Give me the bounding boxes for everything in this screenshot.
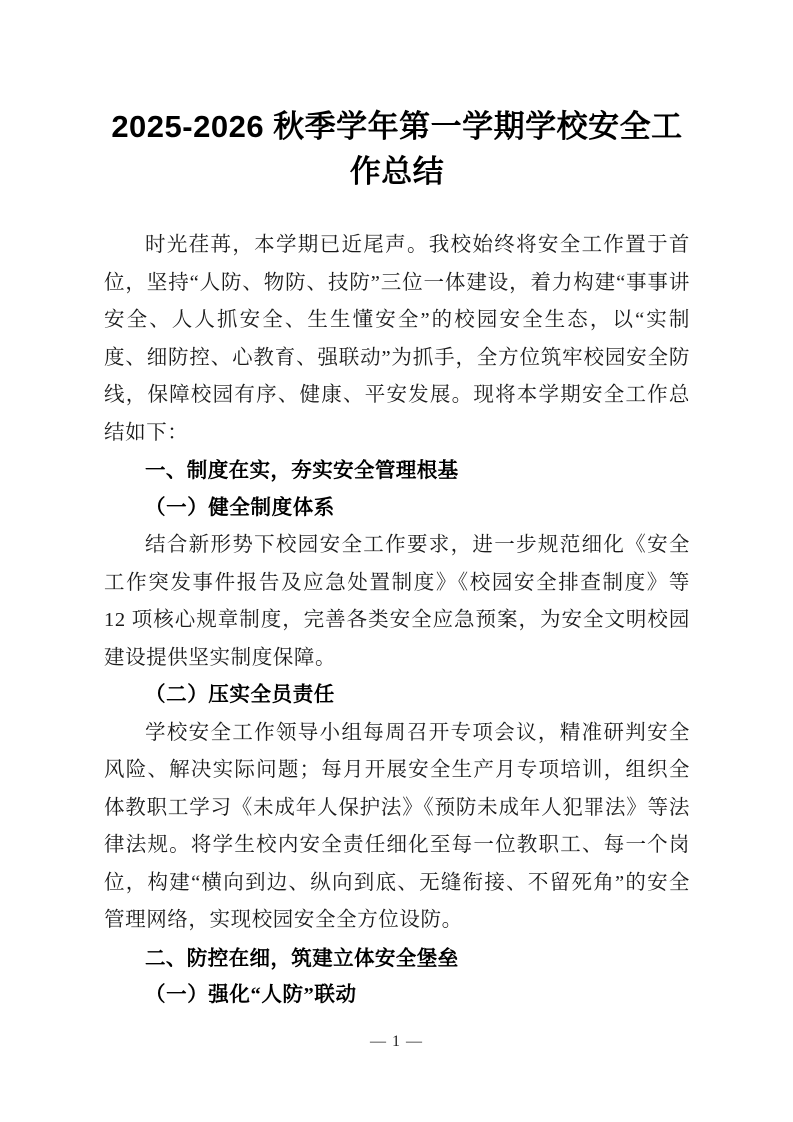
section-heading-1: 一、制度在实，夯实安全管理根基 [145, 459, 459, 482]
section-heading-2: 二、防控在细，筑建立体安全堡垒 [145, 946, 459, 970]
page-title: 2025-2026 秋季学年第一学期学校安全工作总结 [111, 109, 683, 189]
subsection-heading-1-2: （二）压实全员责任 [145, 684, 335, 706]
paragraph-1-1: 结合新形势下校园安全工作要求，进一步规范细化《安全工作突发事件报告及应急处置制度》《校园安全排查制度》等 12 项核心规章制度，完善各类安全应急预案，为安全文明校园建设提供坚实制度保障。 [104, 534, 690, 669]
page-content [104, 0, 690, 1015]
intro-paragraph: 时光荏苒，本学期已近尾声。我校始终将安全工作置于首位，坚持“人防、物防、技防”三位一体建设，着力构建“事事讲安全、人人抓安全、生生懂安全”的校园安全生态，以“实制度、细防控、心教育、强联动”为抓手，全方位筑牢校园安全防线，保障校园有序、健康、平安发展。现将本学期安全工作总结如下： [104, 234, 690, 444]
subsection-heading-2-1: （一）强化“人防”联动 [145, 984, 357, 1006]
page-number-footer: — 1 — [370, 1033, 423, 1050]
subsection-heading-1-1: （一）健全制度体系 [145, 496, 335, 519]
paragraph-1-2: 学校安全工作领导小组每周召开专项会议，精准研判安全风险、解决实际问题；每月开展安全生产月专项培训，组织全体教职工学习《未成年人保护法》《预防未成年人犯罪法》等法律法规。将学生校内安全责任细化至每一位教职工、每一个岗位，构建“横向到边、纵向到底、无缝衔接、不留死角”的安全管理网络，实现校园安全全方位设防。 [104, 721, 690, 931]
